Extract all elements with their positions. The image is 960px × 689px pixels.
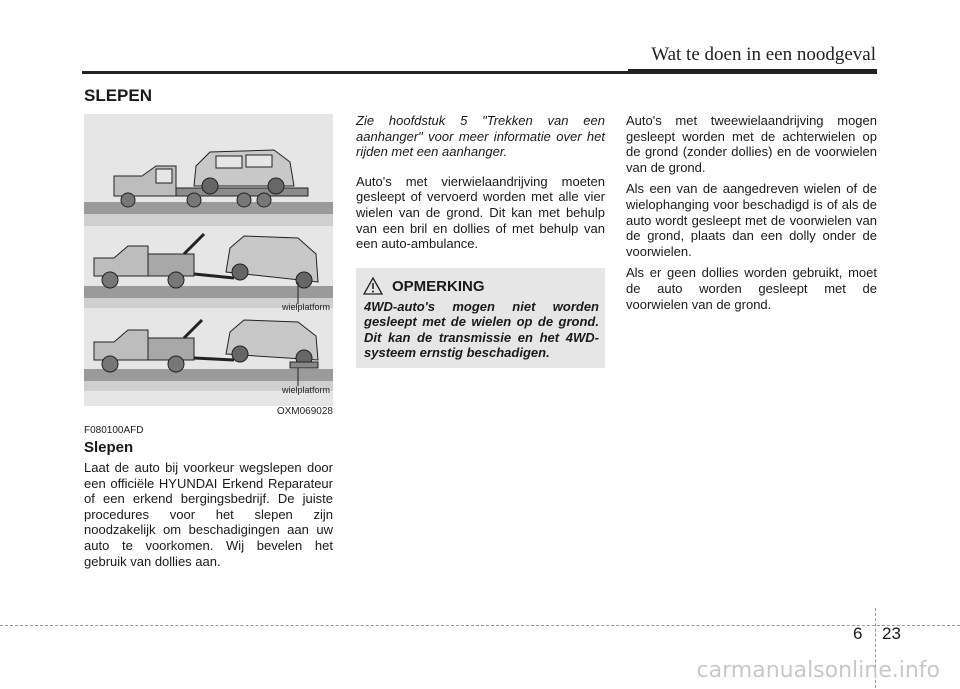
warning-icon: [362, 276, 384, 296]
paragraph: Auto's met vierwielaandrijving moeten gesleept of vervoerd worden met alle vier wielen van de grond. Dit kan met behulp van een bril en dollies of met behulp van een auto-ambulance.: [356, 173, 605, 252]
column-2-text: [356, 113, 605, 258]
paragraph: Laat de auto bij voorkeur wegslepen door een officiële HYUNDAI Erkend Reparateur of een erkend bergingsbedrijf. De juiste procedures voor het slepen zijn noodzakelijk om beschadigingen aan uw auto te voorkomen. Wij bevelen het gebruik van dollies aan.: [84, 460, 333, 569]
note-title: OPMERKING: [392, 278, 485, 295]
watermark: carmanualsonline.info: [696, 658, 940, 683]
road-1: [84, 202, 333, 214]
paragraph: Auto's met tweewielaandrijving mogen gesleept worden met de achterwielen op de grond (zonder dollies) en de voorwielen van de grond.: [626, 113, 877, 175]
subheading: Slepen: [84, 439, 134, 456]
suv-towed-2: [226, 236, 318, 288]
paragraph: Als een van de aangedreven wielen of de wielophanging voor beschadigd is of als de auto wordt gesleept met de voorwielen van de grond, plaats dan een dolly onder de voorwielen.: [626, 181, 877, 259]
chapter-number: 6: [853, 624, 863, 643]
column-3-text: [626, 113, 877, 318]
suv-on-flatbed: [194, 150, 294, 194]
dolly: [290, 362, 318, 368]
section-title: SLEPEN: [84, 86, 153, 105]
towing-illustration: [84, 114, 333, 406]
column-1-text: [84, 460, 333, 575]
paragraph: Als er geen dollies worden gebruikt, moet de auto worden gesleept met de voorwielen van de grond.: [626, 265, 877, 312]
italic-paragraph: Zie hoofdstuk 5 "Trekken van een aanhanger" voor meer informatie over het rijden met een aanhanger.: [356, 113, 605, 160]
tow-truck-2: [94, 234, 234, 288]
figure-code: OXM069028: [276, 406, 333, 417]
wheel-platform-label-2: wielplatform: [281, 385, 330, 395]
running-header: Wat te doen in een noodgeval: [651, 44, 876, 65]
note-text: 4WD-auto's mogen niet worden gesleept met de wielen op de grond. Dit kan de transmissie en het 4WD-systeem ernstig beschadigen.: [364, 299, 599, 361]
road-3: [84, 369, 333, 381]
page-number: 23: [882, 624, 901, 643]
road-2: [84, 286, 333, 298]
wheel-platform-label-1: wielplatform: [281, 302, 330, 312]
section-code: F080100AFD: [84, 425, 144, 436]
header-rule-accent: [628, 69, 877, 74]
suv-on-dollies: [226, 320, 318, 368]
towing-drawing: [84, 114, 333, 406]
tow-truck-3: [94, 320, 234, 372]
footer-rule: [0, 625, 960, 626]
